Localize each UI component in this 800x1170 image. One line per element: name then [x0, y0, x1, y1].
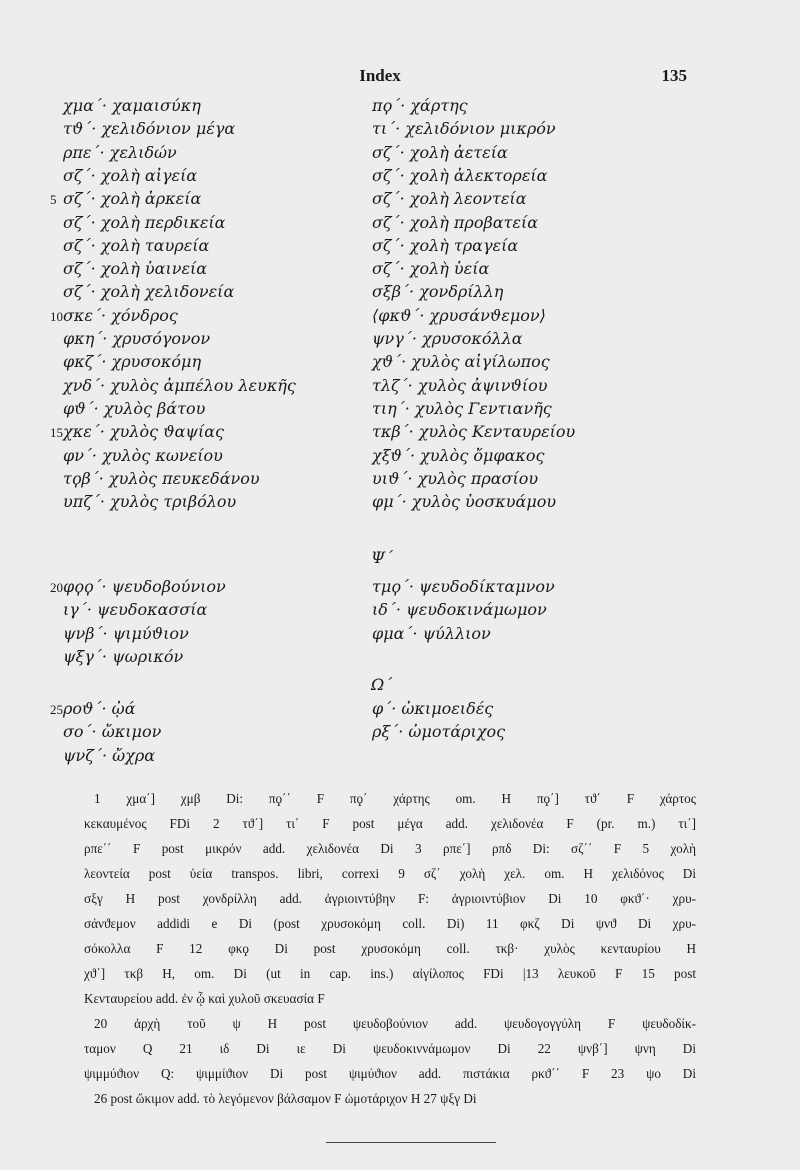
index-entry: σζ΄· χολὴ ἀετεία — [372, 142, 508, 162]
index-entry: ψνγ΄· χρυσοκόλλα — [372, 329, 523, 348]
footer-rule — [326, 1142, 496, 1143]
apparatus-line: 20 ἀρχὴ τοῦ ψ H post ψευδοβούνιον add. ψευδογογγύλη F ψευδοδίκ- — [94, 1016, 696, 1031]
apparatus-line: ψιμμύϑιον Q: ψιμμίϑιον Di post ψιμύϑιον add. πιστάκια ρκϑ΄΄ F 23 ψο Di — [84, 1066, 696, 1081]
index-entry: χκε΄· χυλὸς ϑαψίας — [63, 422, 225, 442]
apparatus-line: ρπε΄΄ F post μικρόν add. χελιδονέα Di 3 ρπε΄] ρπδ Di: σζ΄΄ F 5 χολὴ — [84, 841, 696, 856]
index-entry: σζ΄· χολὴ αἰγεία — [63, 165, 198, 185]
section-letter-omega: Ω΄ — [371, 675, 393, 694]
apparatus-line: 1 χμα΄] χμβ Di: πϙ΄΄ F πϙ΄ χάρτης om. H πϙ΄] τϑ΄ F χάρτος — [94, 791, 696, 806]
index-entry: χνδ΄· χυλὸς ἀμπέλου λευκῆς — [63, 375, 296, 395]
index-entry: σζ΄· χολὴ λεοντεία — [372, 189, 527, 209]
index-entry: ιγ΄· ψευδοκασσία — [63, 600, 208, 620]
index-entry: ⟨φκϑ΄· χρυσάνϑεμον⟩ — [372, 305, 546, 325]
section-letter-psi: Ψ΄ — [371, 548, 394, 567]
index-entry: τκβ΄· χυλὸς Κενταυρείου — [372, 422, 576, 442]
index-entry: φκη΄· χρυσόγονον — [63, 329, 211, 348]
index-entry: σζ΄· χολὴ χελιδονεία — [63, 282, 235, 302]
index-entry: ρξ΄· ὠμοτάριχος — [372, 722, 506, 742]
line-number: 20 — [50, 580, 63, 595]
index-entry: φϙϙ΄· ψευδοβούνιον — [63, 577, 226, 596]
index-entry: ψνζ΄· ὤχρα — [63, 745, 156, 765]
index-entry: σζ΄· χολὴ ταυρεία — [63, 235, 210, 255]
index-entry: τμϙ΄· ψευδοδίκταμνον — [372, 577, 555, 596]
index-entry: ιδ΄· ψευδοκινάμωμον — [372, 600, 547, 620]
apparatus-line: σξγ H post χονδρίλλη add. ἀγριοιντύβην F: ἀγριοιντύβιον Di 10 φκϑ΄· χρυ- — [84, 891, 696, 906]
index-entry: τιη΄· χυλὸς Γεντιανῆς — [372, 398, 552, 418]
index-entry: τι΄· χελιδόνιον μικρόν — [372, 119, 556, 139]
index-entry: τϑ΄· χελιδόνιον μέγα — [63, 119, 236, 139]
index-entry: τϙβ΄· χυλὸς πευκεδάνου — [63, 468, 260, 488]
apparatus-line: ταμον Q 21 ιδ Di ιε Di ψευδοκιννάμωμον Di 22 ψνβ΄] ψνη Di — [84, 1041, 696, 1056]
line-number: 5 — [50, 192, 57, 208]
index-entry: σο΄· ὤκιμον — [63, 722, 162, 742]
index-entry: σζ΄· χολὴ ὑαινεία — [63, 259, 208, 279]
index-entry: τλζ΄· χυλὸς ἀψινϑίου — [372, 375, 548, 395]
index-entry: χϑ΄· χυλὸς αἰγίλωπος — [372, 352, 550, 372]
index-entry: σζ΄· χολὴ ὑεία — [372, 259, 490, 279]
index-entry: ψνβ΄· ψιμύϑιον — [63, 623, 189, 643]
index-entry: φν΄· χυλὸς κωνείου — [63, 445, 223, 465]
index-entry: φμ΄· χυλὸς ὑοσκυάμου — [372, 492, 557, 512]
apparatus-line: Κενταυρείου add. ἐν ᾧ καὶ χυλοῦ σκευασία F — [84, 991, 325, 1006]
line-number: 25 — [50, 702, 63, 717]
index-entry: πϙ΄· χάρτης — [372, 96, 468, 115]
line-number: 15 — [50, 425, 63, 441]
index-entry: σκε΄· χόνδρος — [63, 305, 178, 325]
index-entry: υπζ΄· χυλὸς τριβόλου — [63, 492, 237, 512]
apparatus-line: σάνϑεμον addidi e Di (post χρυσοκόμη coll. Di) 11 φκζ Di ψνϑ Di χρυ- — [84, 916, 696, 931]
index-entry: σζ΄· χολὴ ἀρκεία — [63, 189, 202, 209]
index-entry: σζ΄· χολὴ ἀλεκτορεία — [372, 165, 548, 185]
apparatus-line: λεοντεία post ὑεία transpos. libri, correxi 9 σζ΄ χολὴ χελ. om. H χελιδόνος Di — [84, 866, 696, 881]
page-number: 135 — [661, 66, 687, 85]
index-entry: σζ΄· χολὴ προβατεία — [372, 212, 539, 232]
index-entry: σξβ΄· χονδρίλλη — [372, 282, 504, 302]
index-entry: ροϑ΄· ᾠά — [63, 699, 136, 718]
apparatus-line: χϑ΄] τκβ H, om. Di (ut in cap. ins.) αἰγίλοπος FDi |13 λευκοῦ F 15 post — [84, 966, 696, 981]
index-entry: ρπε΄· χελιδών — [63, 142, 177, 162]
index-entry: χξϑ΄· χυλὸς ὄμφακος — [372, 445, 545, 465]
index-entry: σζ΄· χολὴ τραγεία — [372, 235, 519, 255]
apparatus-line: κεκαυμένος FDi 2 τϑ΄] τι΄ F post μέγα add. χελιδονέα F (pr. m.) τι΄] — [84, 816, 696, 831]
index-entry: φ΄· ὠκιμοειδές — [372, 699, 494, 718]
index-entry: φκζ΄· χρυσοκόμη — [63, 352, 202, 372]
index-entry: φϑ΄· χυλὸς βάτου — [63, 398, 206, 418]
apparatus-line: 26 post ὤκιμον add. τὸ λεγόμενον βάλσαμον F ὠμοτάριχον H 27 ψξγ Di — [94, 1091, 477, 1106]
index-entry: σζ΄· χολὴ περδικεία — [63, 212, 226, 232]
index-entry: φμα΄· ψύλλιον — [372, 623, 491, 643]
index-entry: ψξγ΄· ψωρικόν — [63, 646, 184, 666]
line-number: 10 — [50, 308, 63, 324]
critical-apparatus — [84, 786, 696, 1111]
apparatus-line: σόκολλα F 12 φκϙ Di post χρυσοκόμη coll. τκβ· χυλὸς κενταυρίου H — [84, 941, 696, 956]
index-entry: υιϑ΄· χυλὸς πρασίου — [372, 468, 539, 488]
running-head-title: Index — [359, 66, 401, 85]
index-entry: χμα΄· χαμαισύκη — [63, 96, 201, 115]
